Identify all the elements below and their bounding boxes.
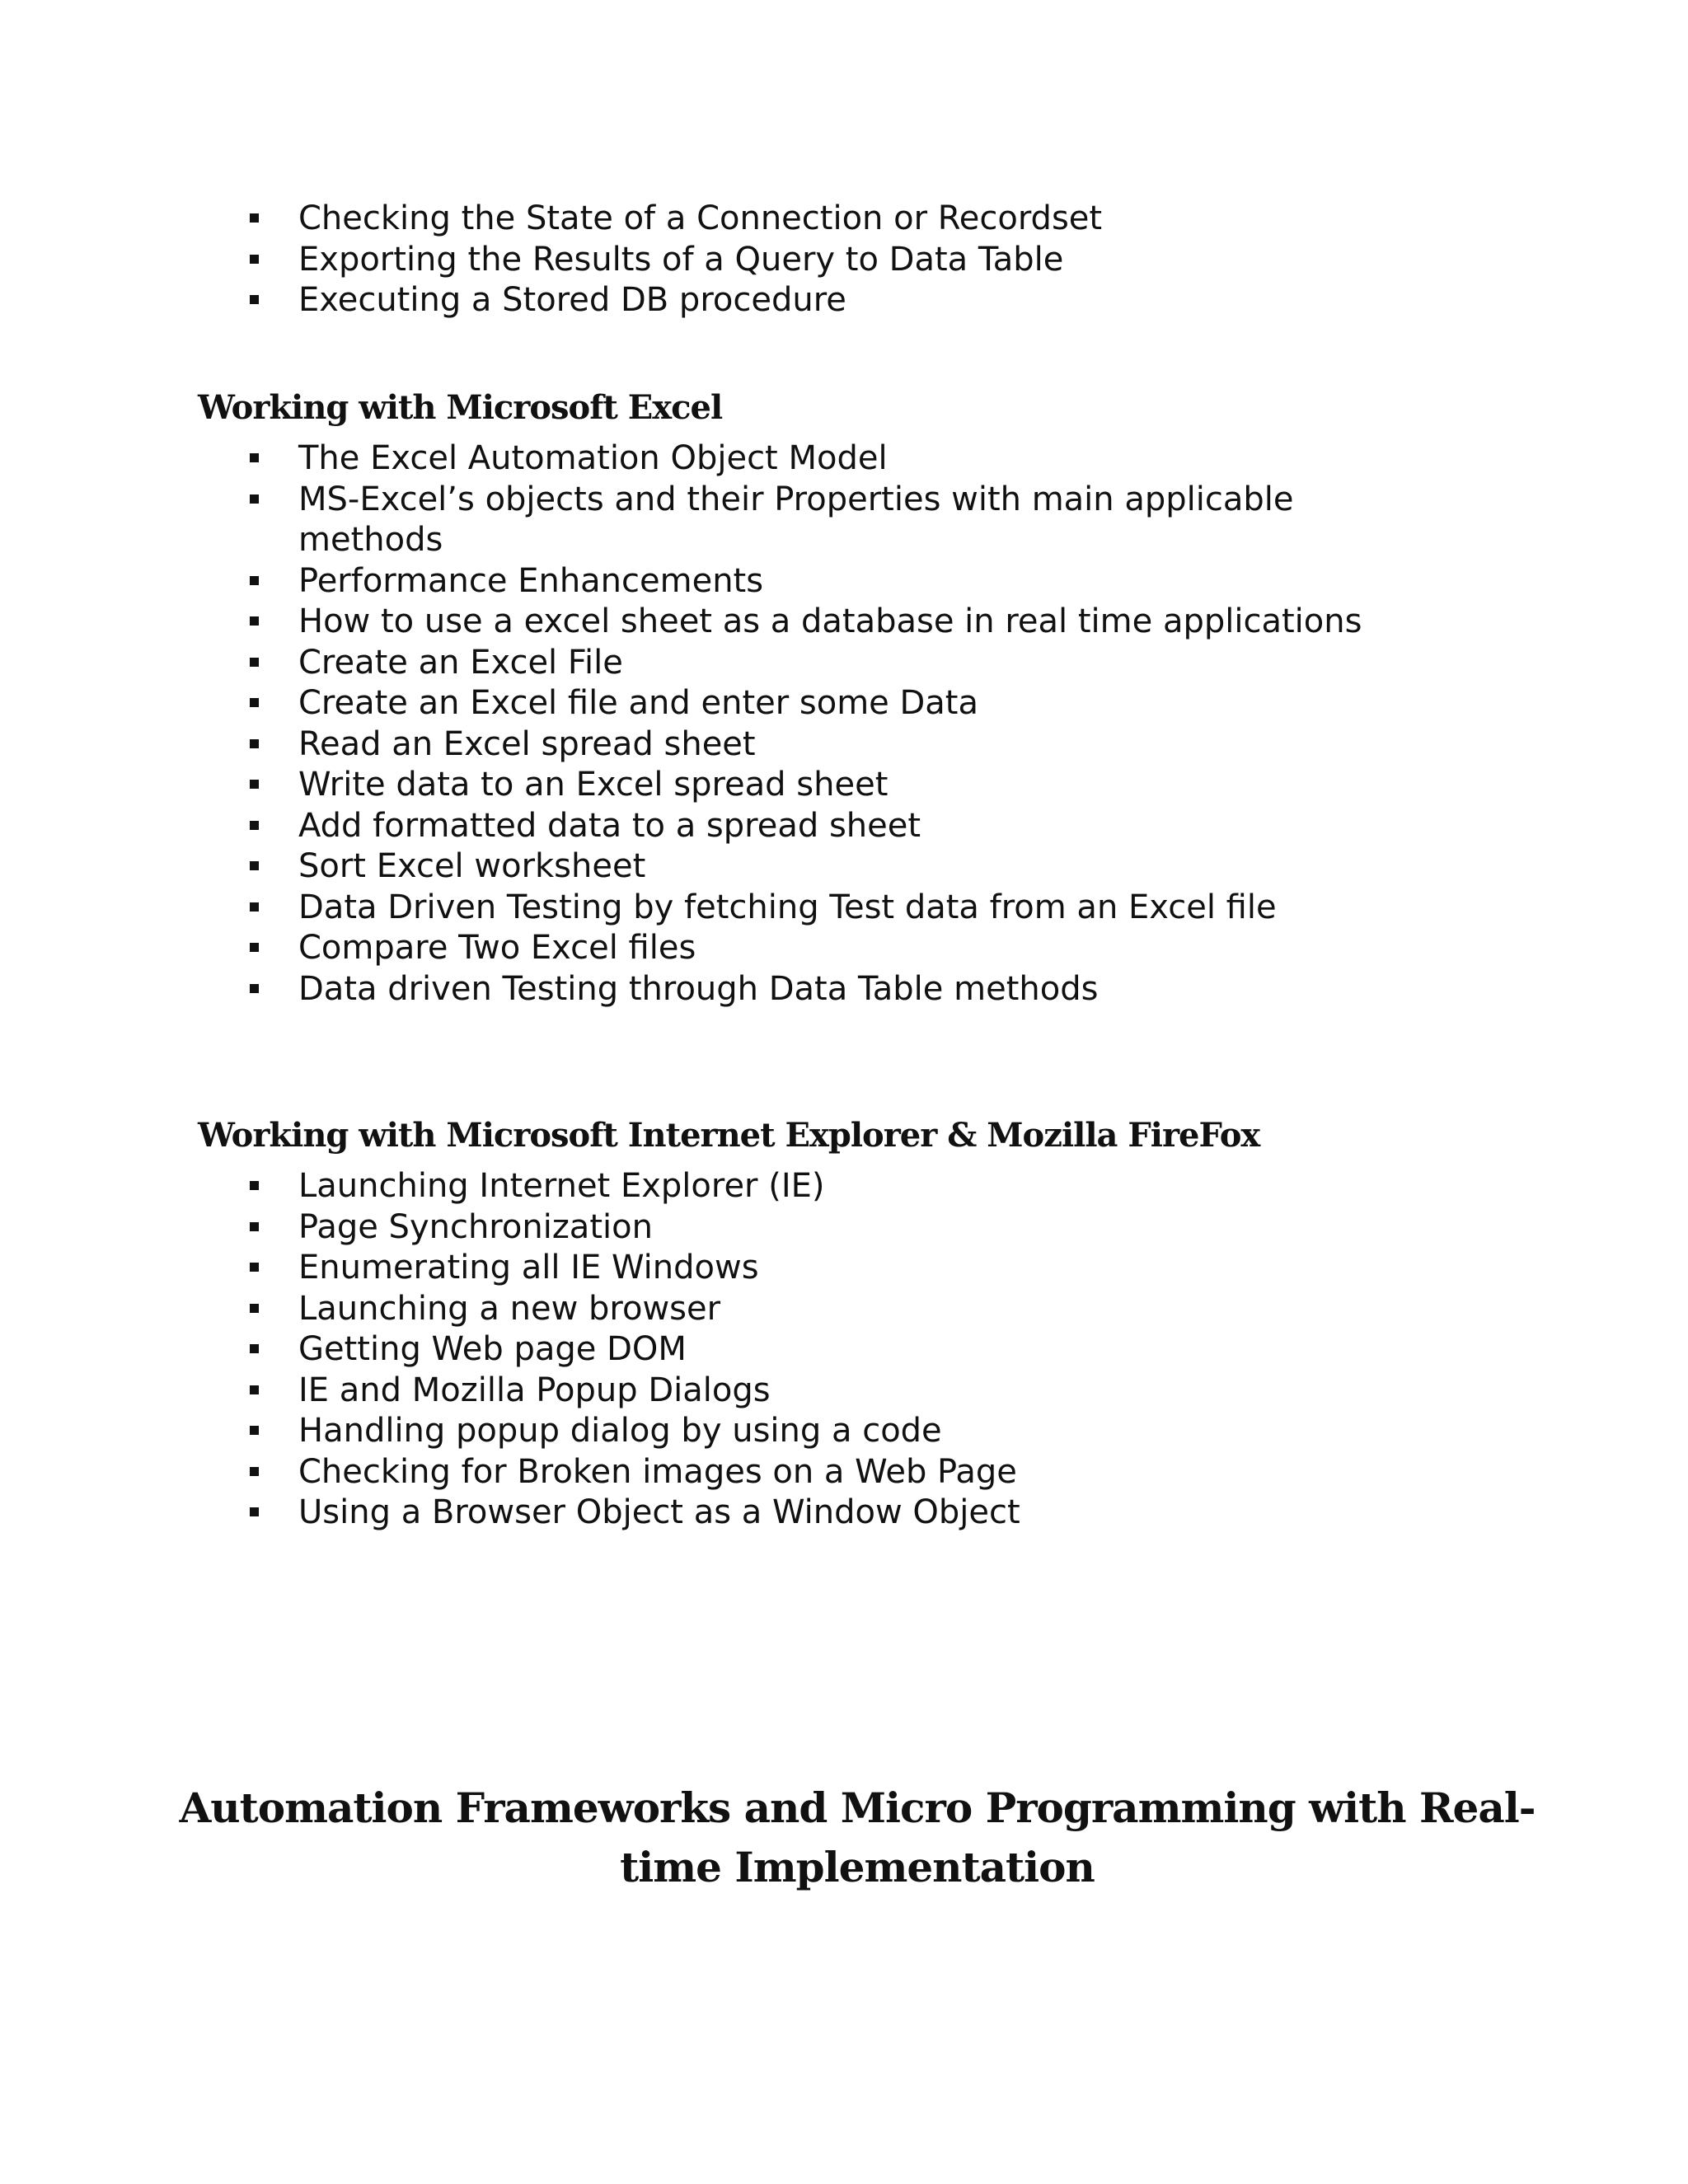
list-item xyxy=(198,969,1484,1010)
list-item-text: Handling popup dialog by using a code xyxy=(298,1412,942,1450)
list-item-text: Enumerating all IE Windows xyxy=(298,1249,759,1286)
square-bullet-icon xyxy=(250,780,259,789)
list-item-text: Exporting the Results of a Query to Data Table xyxy=(298,240,1064,279)
list-item-text: Checking the State of a Connection or Recordset xyxy=(298,199,1103,237)
excel-topics-list xyxy=(198,438,1484,1010)
list-item-text: Compare Two Excel files xyxy=(298,929,696,967)
list-item-text: Launching Internet Explorer (IE) xyxy=(298,1167,825,1205)
list-item xyxy=(198,928,1484,969)
list-item xyxy=(198,765,1484,806)
list-item-text: Create an Excel File xyxy=(298,643,623,682)
list-item xyxy=(198,1248,1484,1289)
list-item xyxy=(198,438,1484,480)
list-item-text: Write data to an Excel spread sheet xyxy=(298,766,889,804)
list-item xyxy=(198,1411,1484,1452)
square-bullet-icon xyxy=(250,1385,259,1394)
square-bullet-icon xyxy=(250,739,259,748)
list-item xyxy=(198,602,1484,643)
frameworks-title-line-1: Automation Frameworks and Micro Programming with Real- xyxy=(179,1783,1536,1832)
list-item xyxy=(198,888,1484,929)
list-item xyxy=(198,1289,1484,1330)
list-item xyxy=(198,846,1484,888)
list-item-text: Performance Enhancements xyxy=(298,561,764,600)
list-item xyxy=(198,240,1484,281)
list-item-text: Getting Web page DOM xyxy=(298,1330,687,1368)
list-item xyxy=(198,1166,1484,1207)
list-item xyxy=(198,724,1484,766)
square-bullet-icon xyxy=(250,861,259,870)
list-item xyxy=(198,643,1484,684)
list-item xyxy=(198,1207,1484,1249)
list-item xyxy=(198,561,1484,602)
square-bullet-icon xyxy=(250,1467,259,1476)
square-bullet-icon xyxy=(250,1222,259,1231)
list-item xyxy=(198,1452,1484,1493)
square-bullet-icon xyxy=(250,698,259,707)
list-item-text: IE and Mozilla Popup Dialogs xyxy=(298,1371,771,1409)
square-bullet-icon xyxy=(250,1344,259,1353)
square-bullet-icon xyxy=(250,1304,259,1313)
browser-section-heading: Working with Microsoft Internet Explorer & Mozilla FireFox xyxy=(198,1116,1260,1155)
list-item-text: MS-Excel’s objects and their Properties with main applicable methods xyxy=(298,480,1294,559)
db-topics-list xyxy=(198,199,1484,321)
list-item-text: Sort Excel worksheet xyxy=(298,847,646,885)
list-item-text: Executing a Stored DB procedure xyxy=(298,281,846,319)
list-item xyxy=(198,1371,1484,1412)
square-bullet-icon xyxy=(250,902,259,912)
square-bullet-icon xyxy=(250,1426,259,1435)
list-item-text: Checking for Broken images on a Web Page xyxy=(298,1452,1017,1491)
browser-topics-list xyxy=(198,1166,1484,1534)
list-item-text: How to use a excel sheet as a database in real time applications xyxy=(298,602,1362,640)
square-bullet-icon xyxy=(250,295,259,304)
list-item xyxy=(198,683,1484,724)
list-item-text: Data driven Testing through Data Table methods xyxy=(298,969,1099,1008)
square-bullet-icon xyxy=(250,1507,259,1516)
excel-section-heading: Working with Microsoft Excel xyxy=(198,388,723,427)
square-bullet-icon xyxy=(250,1181,259,1190)
list-item xyxy=(198,1493,1484,1534)
square-bullet-icon xyxy=(250,821,259,830)
list-item-text: Page Synchronization xyxy=(298,1207,653,1246)
square-bullet-icon xyxy=(250,453,259,462)
square-bullet-icon xyxy=(250,658,259,667)
list-item-text: Add formatted data to a spread sheet xyxy=(298,806,921,845)
list-item-text: Using a Browser Object as a Window Object xyxy=(298,1493,1020,1531)
square-bullet-icon xyxy=(250,576,259,585)
frameworks-title xyxy=(148,1779,1566,1897)
square-bullet-icon xyxy=(250,943,259,952)
list-item-text: Data Driven Testing by fetching Test data from an Excel file xyxy=(298,888,1277,926)
list-item-text: Read an Excel spread sheet xyxy=(298,724,756,763)
square-bullet-icon xyxy=(250,213,259,223)
list-item-text: Create an Excel file and enter some Data xyxy=(298,684,978,722)
square-bullet-icon xyxy=(250,984,259,993)
frameworks-title-line-2: time Implementation xyxy=(620,1843,1095,1891)
list-item xyxy=(198,806,1484,847)
square-bullet-icon xyxy=(250,494,259,504)
list-item xyxy=(198,199,1484,240)
list-item xyxy=(198,1329,1484,1371)
list-item xyxy=(198,280,1484,321)
list-item xyxy=(198,480,1436,561)
list-item-text: Launching a new browser xyxy=(298,1289,721,1328)
square-bullet-icon xyxy=(250,1263,259,1272)
square-bullet-icon xyxy=(250,616,259,626)
list-item-text: The Excel Automation Object Model xyxy=(298,439,888,477)
square-bullet-icon xyxy=(250,255,259,264)
